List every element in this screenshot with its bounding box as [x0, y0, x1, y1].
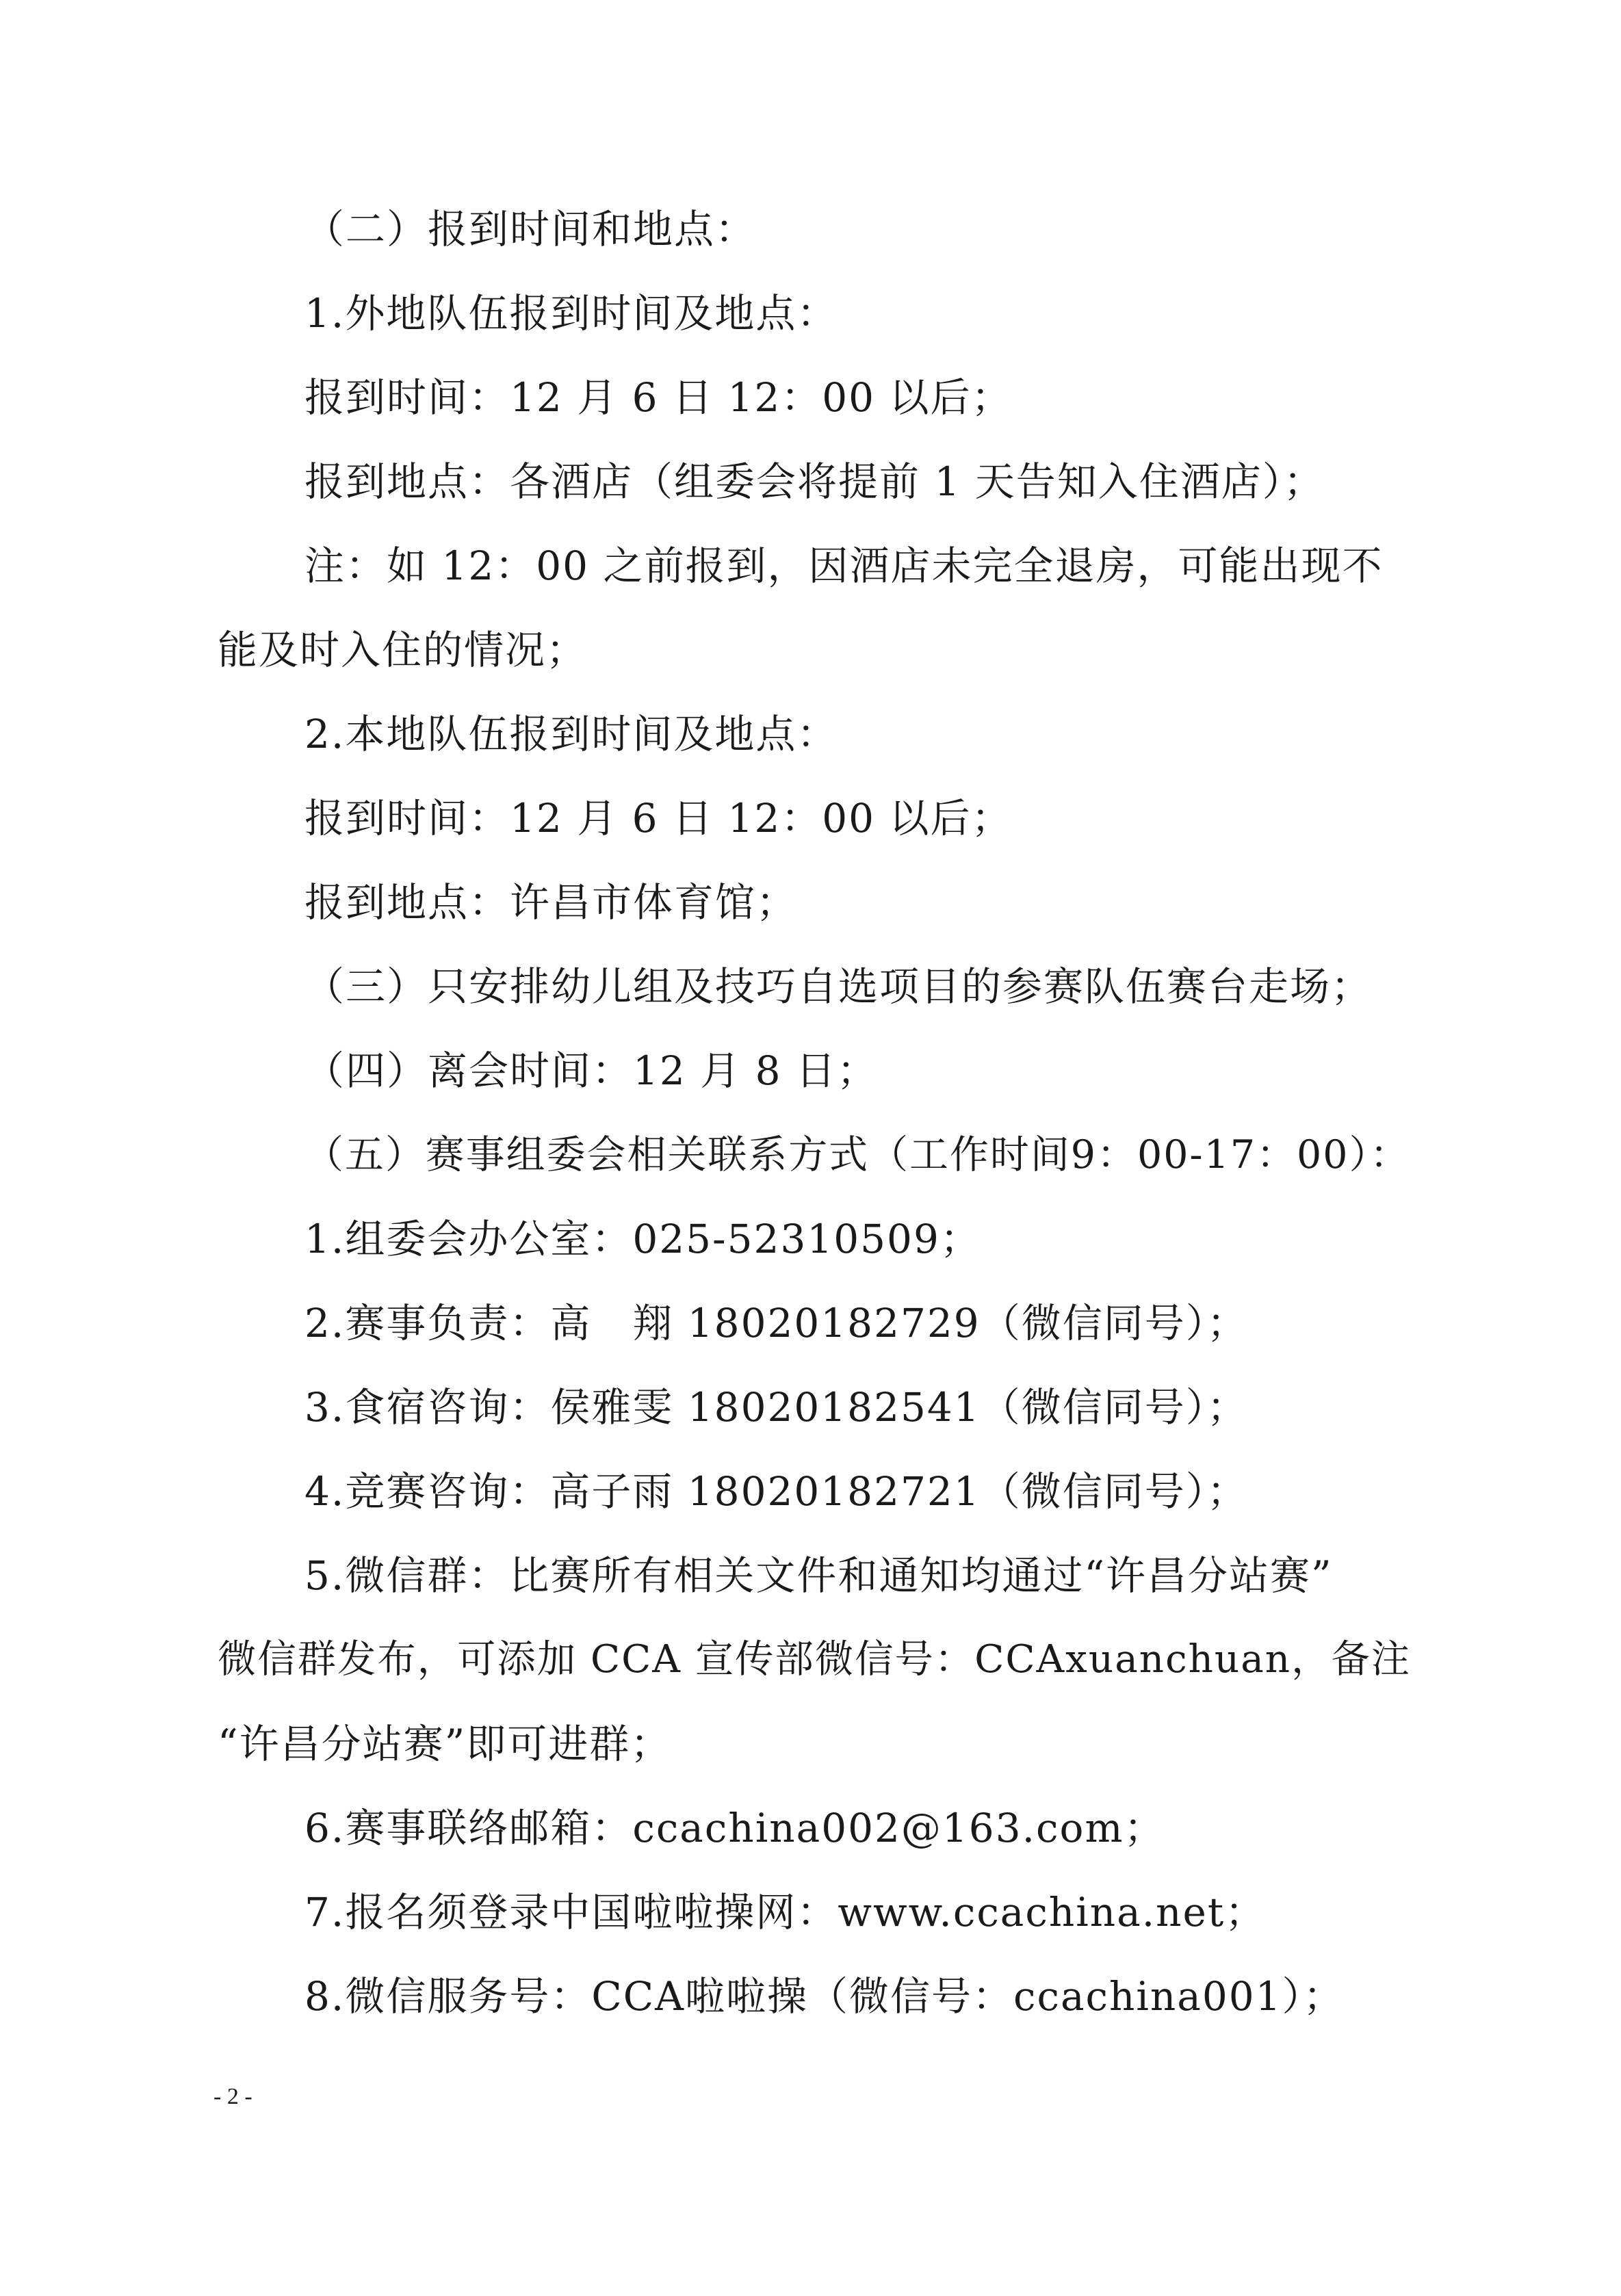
section-heading-stage-walkthrough: （三）只安排幼儿组及技巧自选项目的参赛队伍赛台走场； [304, 963, 1373, 1010]
section-heading-departure: （四）离会时间：12 月 8 日； [304, 1047, 879, 1094]
wechat-group-line-3: “许昌分站赛”即可进群； [218, 1721, 672, 1767]
contact-accommodation: 3.食宿咨询：侯雅雯 18020182541（微信同号）； [304, 1384, 1248, 1431]
page-number: - 2 - [213, 2084, 252, 2109]
local-registration-place: 报到地点：许昌市体育馆； [304, 879, 798, 926]
wechat-group-line-1: 5.微信群：比赛所有相关文件和通知均通过“许昌分站赛” [304, 1552, 1333, 1599]
out-of-town-registration-place: 报到地点：各酒店（组委会将提前 1 天告知入住酒店）； [304, 458, 1325, 505]
item-out-of-town-teams: 1.外地队伍报到时间及地点： [304, 290, 838, 337]
wechat-group-line-2: 微信群发布，可添加 CCA 宣传部微信号：CCAxuanchuan，备注 [218, 1637, 1412, 1682]
registration-website: 7.报名须登录中国啦啦操网：www.ccachina.net； [304, 1889, 1267, 1935]
local-registration-time: 报到时间：12 月 6 日 12：00 以后； [304, 795, 1013, 842]
contact-event-lead: 2.赛事负责：高 翔 18020182729（微信同号）； [304, 1300, 1248, 1346]
section-heading-registration: （二）报到时间和地点： [304, 206, 757, 252]
note-line-2: 能及时入住的情况； [218, 627, 588, 673]
section-heading-contacts: （五）赛事组委会相关联系方式（工作时间9：00-17：00）： [304, 1132, 1410, 1177]
item-local-teams: 2.本地队伍报到时间及地点： [304, 711, 838, 757]
out-of-town-registration-time: 报到时间：12 月 6 日 12：00 以后； [304, 374, 1013, 421]
contact-competition: 4.竞赛咨询：高子雨 18020182721（微信同号）； [304, 1468, 1248, 1515]
contact-email: 6.赛事联络邮箱：ccachina002@163.com； [304, 1805, 1165, 1851]
wechat-service-account: 8.微信服务号：CCA啦啦操（微信号：ccachina001）； [304, 1973, 1345, 2020]
contact-office: 1.组委会办公室：025-52310509； [304, 1216, 981, 1262]
note-line-1: 注：如 12：00 之前报到，因酒店未完全退房，可能出现不 [304, 543, 1384, 589]
